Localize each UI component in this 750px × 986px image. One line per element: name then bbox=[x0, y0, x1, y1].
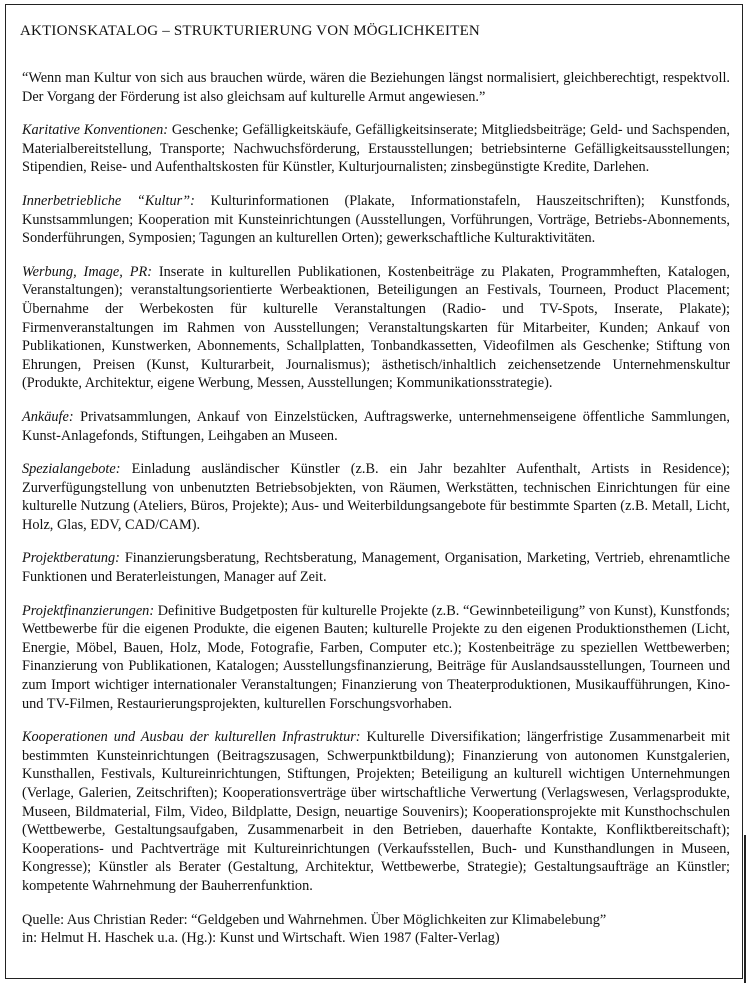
document-body bbox=[22, 69, 730, 963]
section-text: Kulturinformationen (Plakate, Informationstafeln, Hauszeitschriften); Kunstfonds, Kunstsammlungen; Kooperation mit Kunsteinrichtungen (Ausstellungen, Vorführungen, Vorträge, Betriebs-Abonnements, Sonderführungen, Symposien; Tagungen an kulturellen Orten); gewerkschaftliche Kulturaktivitäten. bbox=[22, 192, 730, 247]
section-text: Kulturelle Diversifikation; längerfristige Zusammenarbeit mit bestimmten Kunsteinrichtungen (Beitragszusagen, Schwerpunktbildung); Finanzierung von autonomen Kunstgalerien, Kunsthallen, Festivals, Kultureinrichtungen, Stiftungen, Projekten; Beteiligung an kulturell wichtigen Unternehmungen (Verlage, Galerien, Zeitschriften); Kooperationsverträge über wirtschaftliche Verwertung (Verlagswesen, Verlagsprodukte, Museen, Bildmaterial, Film, Video, Bildplatte, Design, neuartige Souvenirs); Kooperationsprojekte mit Kunsthochschulen (Wettbewerbe, Gestaltungsaufgaben, Zusammenarbeit in den Betrieben, dauerhafte Kontakte, Konfliktbereitschaft); Kooperations- und Pachtverträge mit Kultureinrichtungen (Verkaufsstellen, Buch- und Kunsthandlungen in Museen, Kongresse); Künstler als Berater (Gestaltung, Architektur, Wettbewerbe, Strategie); Gestaltungsaufträge an Künstler; kompetente Wahrnehmung der Bauherrenfunktion. bbox=[22, 729, 730, 894]
section-karitative-konventionen bbox=[22, 121, 730, 177]
section-projektberatung bbox=[22, 549, 730, 586]
source-citation bbox=[22, 911, 730, 948]
section-heading: Karitative Konventionen: bbox=[22, 122, 168, 139]
section-heading: Spezialangebote: bbox=[22, 461, 121, 478]
section-projektfinanzierungen bbox=[22, 602, 730, 714]
source-line-1: Quelle: Aus Christian Reder: “Geldgeben und Wahrnehmen. Über Möglichkeiten zur Klimabelebung” bbox=[22, 911, 607, 928]
section-text: Einladung ausländischer Künstler (z.B. ein Jahr bezahlter Aufenthalt, Artists in Residence); Zurverfügungstellung von unbenutzten Betriebsobjekten, von Räumen, Werkstätten, technischen Einrichtungen für eine kulturelle Nutzung (Ateliers, Büros, Projekte); Aus- und Weiterbildungsangebote für bestimmte Sparten (z.B. Metall, Licht, Holz, Glas, EDV, CAD/CAM). bbox=[22, 461, 730, 533]
source-line-2: in: Helmut H. Haschek u.a. (Hg.): Kunst und Wirtschaft. Wien 1987 (Falter-Verlag) bbox=[22, 930, 500, 947]
page-edge-rule bbox=[744, 835, 746, 983]
section-heading: Projektfinanzierungen: bbox=[22, 602, 155, 619]
section-spezialangebote bbox=[22, 460, 730, 534]
section-ankaeufe bbox=[22, 408, 730, 445]
document-page bbox=[5, 4, 743, 979]
section-kooperationen bbox=[22, 728, 730, 895]
section-heading: Werbung, Image, PR: bbox=[22, 263, 152, 280]
section-heading: Projektberatung: bbox=[22, 550, 120, 567]
section-heading: Kooperationen und Ausbau der kulturellen Infrastruktur: bbox=[22, 729, 361, 746]
section-innerbetriebliche-kultur bbox=[22, 192, 730, 248]
intro-quote: “Wenn man Kultur von sich aus brauchen würde, wären die Beziehungen längst normalisiert, gleichberechtigt, respektvoll. Der Vorgang der Förderung ist also gleichsam auf kulturelle Armut angewiesen.” bbox=[22, 70, 730, 105]
section-heading: Innerbetriebliche “Kultur”: bbox=[22, 192, 195, 209]
section-text: Finanzierungsberatung, Rechtsberatung, Management, Organisation, Marketing, Vertrieb, ehrenamtliche Funktionen und Beraterleistungen, Manager auf Zeit. bbox=[22, 550, 730, 586]
section-text: Privatsammlungen, Ankauf von Einzelstücken, Auftragswerke, unternehmenseigene öffentliche Sammlungen, Kunst-Anlagefonds, Stiftungen, Leihgaben an Museen. bbox=[22, 408, 730, 444]
section-text: Inserate in kulturellen Publikationen, Kostenbeiträge zu Plakaten, Programmheften, Katalogen, Veranstaltungen); veranstaltungsorientierte Werbeaktionen, Beteiligungen an Festivals, Tourneen, Product Placement; Übernahme der Werbekosten für kulturelle Veranstaltungen (Radio- und TV-Spots, Inserate, Plakate); Firmenveranstaltungen im Rahmen von Ausstellungen; Veranstaltungskarten für Mitarbeiter, Kunden; Ankauf von Publikationen, Kunstwerken, Abonnements, Schallplatten, Tonbandkassetten, Videofilmen als Geschenke; Stiftung von Ehrungen, Preisen (Kunst, Kulturarbeit, Journalismus); ästhetisch/inhaltlich zeichensetzende Unternehmenskultur (Produkte, Architektur, eigene Werbung, Messen, Ausstellungen; Kommunikationsstrategie). bbox=[22, 263, 730, 392]
section-text: Geschenke; Gefälligkeitskäufe, Gefälligkeitsinserate; Mitgliedsbeiträge; Geld- und Sachspenden, Materialbereitstellung, Transporte; Nachwuchsförderung, Erstausstellungen; betriebsinterne Gefälligkeitsausstellungen; Stipendien, Reise- und Aufenthaltskosten für Künstler, Kulturjournalisten; zinsbegünstigte Kredite, Darlehen. bbox=[22, 122, 730, 176]
section-heading: Ankäufe: bbox=[22, 408, 74, 425]
section-text: Definitive Budgetposten für kulturelle Projekte (z.B. “Gewinnbeteiligung” von Kunst), Kunstfonds; Wettbewerbe für die eigenen Produkte, die eigenen Bauten; kulturelle Projekte zu den eigenen Produktionsthemen (Licht, Energie, Möbel, Bauen, Holz, Mode, Fotografie, Farben, Computer etc.); Kostenbeiträge zu speziellen Wettbewerben; Finanzierung von Publikationen, Katalogen; Ausstellungsfinanzierung, Beiträge für Auslandsausstellungen, Tourneen und zum Import wichtiger internationaler Veranstaltungen; Finanzierung von Theaterproduktionen, Musikaufführungen, Kino- und TV-Filmen, Restaurierungsprojekten, kulturellen Forschungsvorhaben. bbox=[22, 602, 730, 712]
section-werbung-image-pr bbox=[22, 263, 730, 393]
page-title: AKTIONSKATALOG – STRUKTURIERUNG VON MÖGLICHKEITEN bbox=[20, 23, 480, 39]
